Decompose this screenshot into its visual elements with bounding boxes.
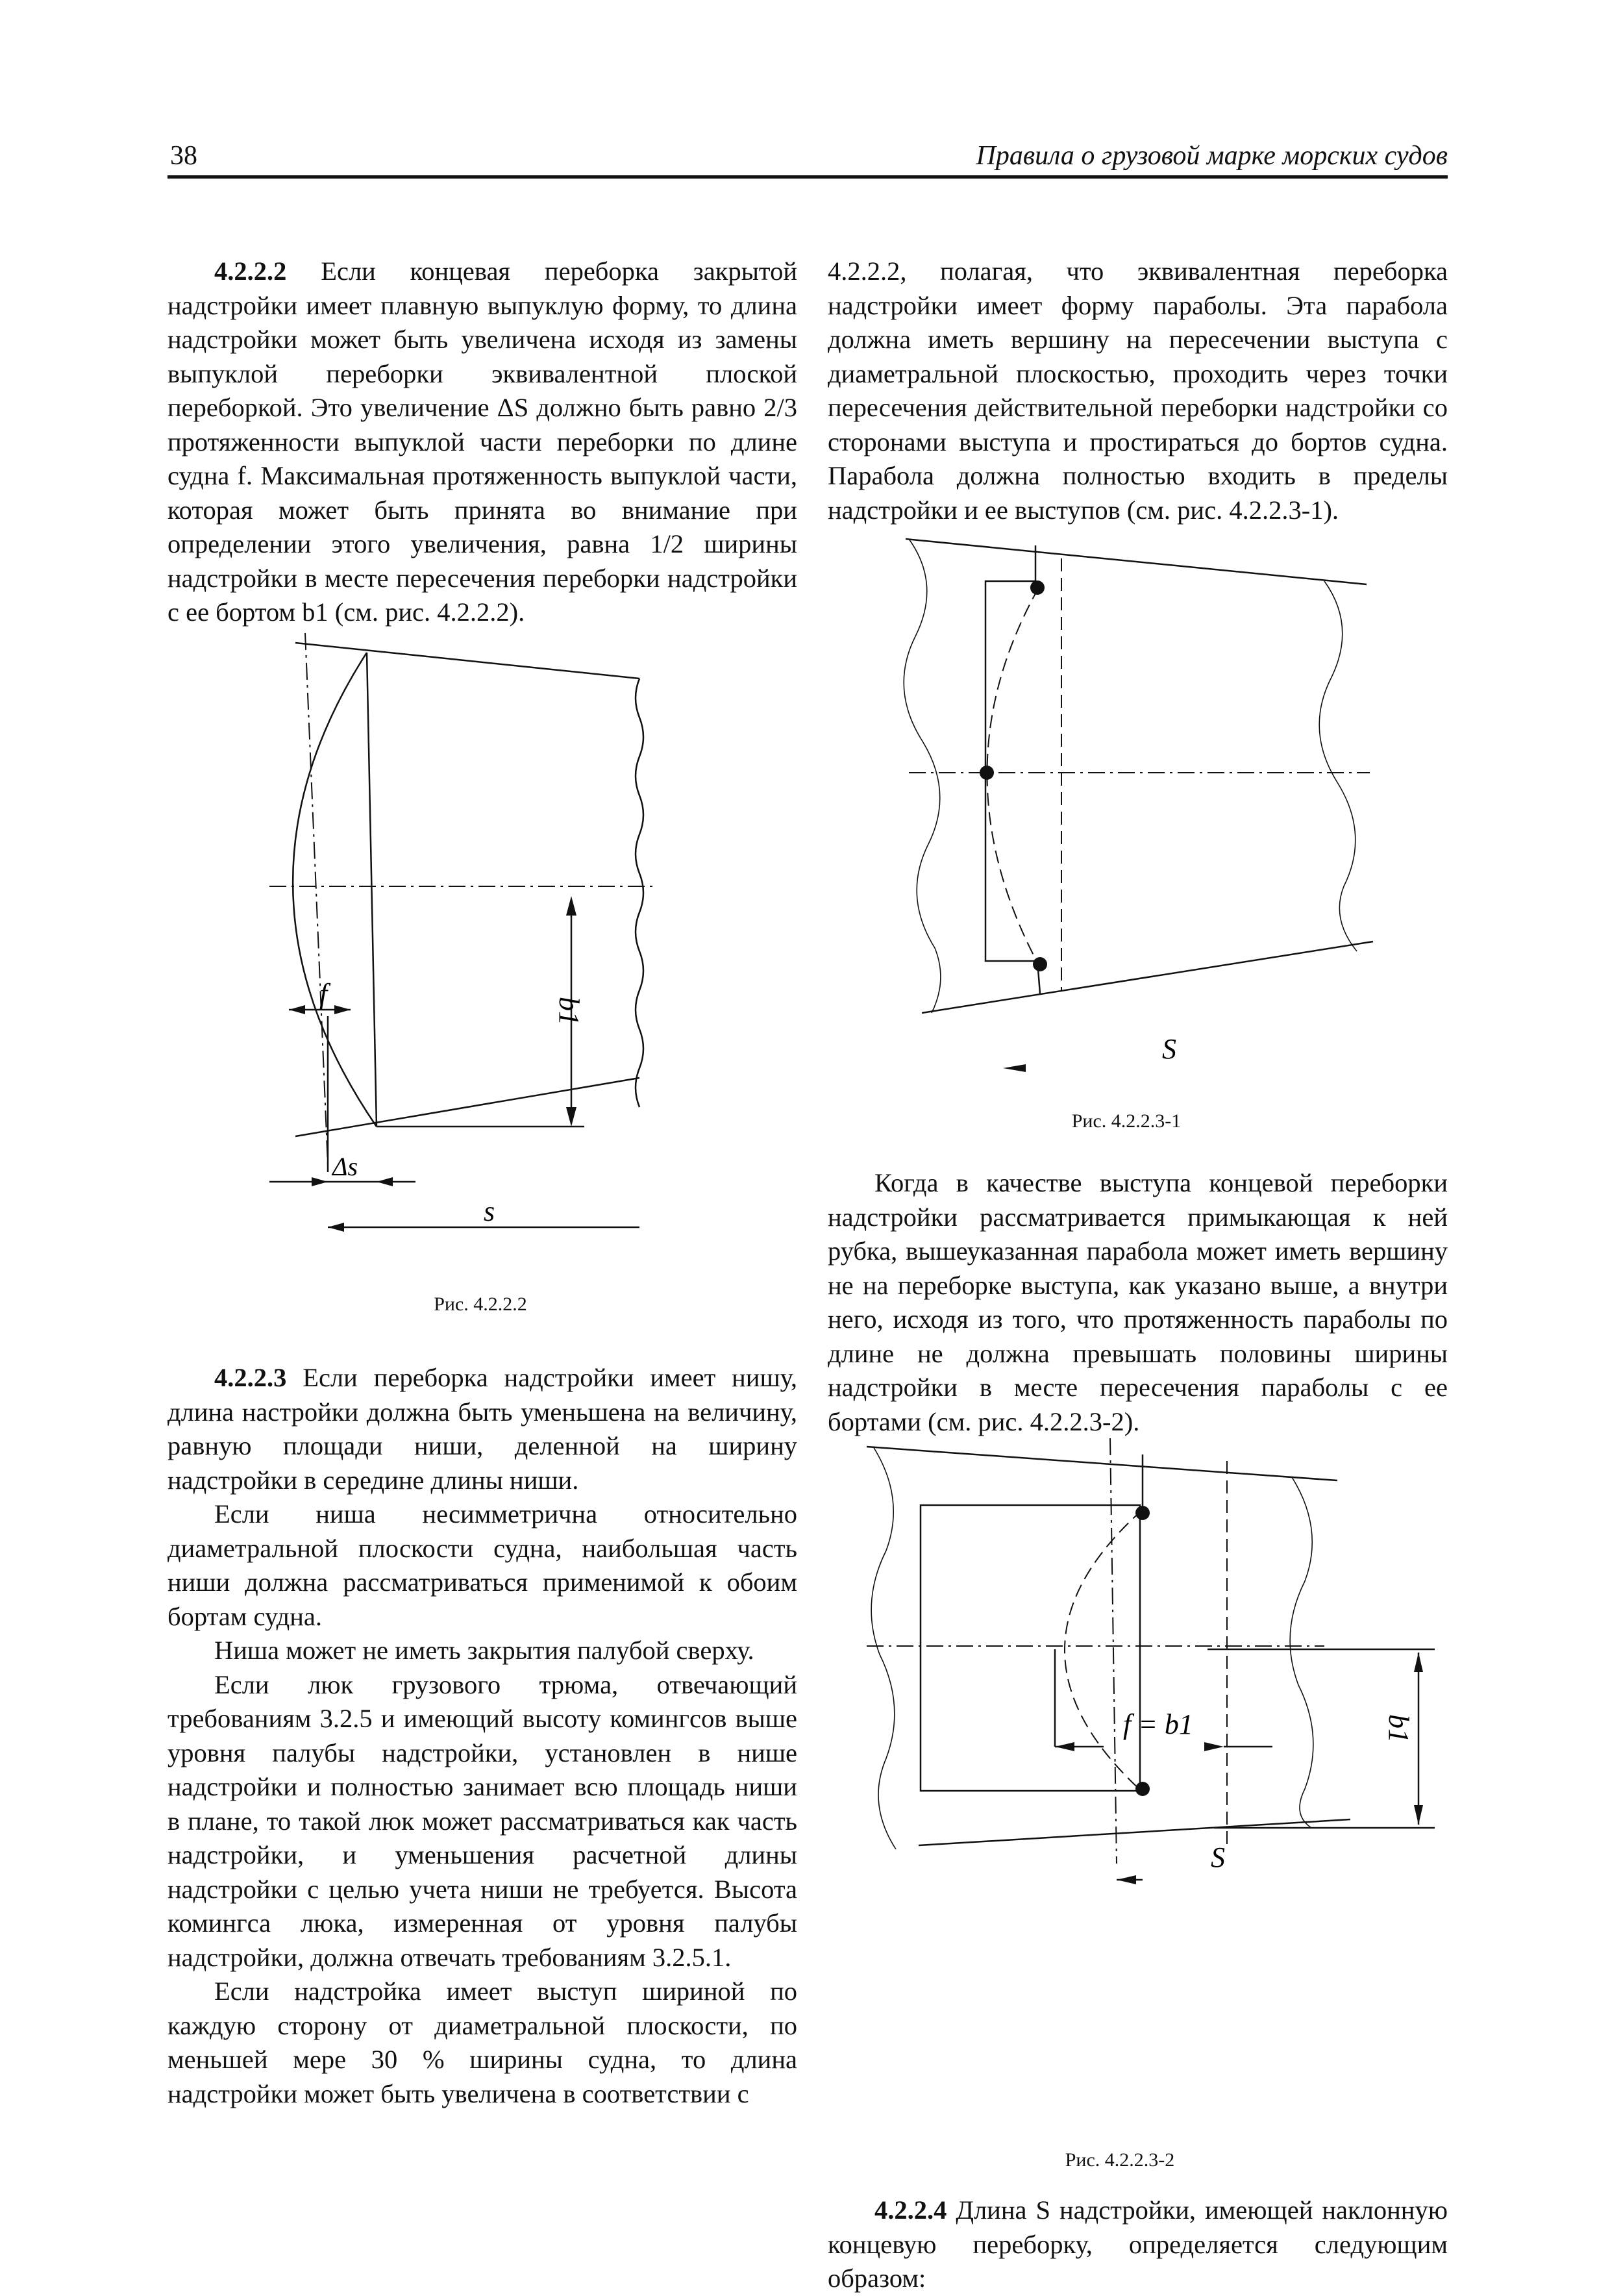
- figure-4-2-2-2: [260, 623, 662, 1247]
- label-s: s: [484, 1195, 495, 1227]
- section-number: 4.2.2.3: [214, 1363, 287, 1392]
- page-header: [167, 135, 1448, 177]
- left-column-top: [167, 255, 797, 630]
- label-s: S: [1162, 1033, 1176, 1065]
- section-number: 4.2.2.2: [214, 256, 287, 286]
- figure-caption: Рис. 4.2.2.2: [434, 1293, 527, 1315]
- paragraph-continued: 4.2.2.2, полагая, что эквивалентная переборка надстройки имеет форму параболы. Эта парабола должна иметь вершину на пересечении выступа с диаметральной плоскостью, проходить через точки пересечения действительной переборки надстройки со сторонами выступа и простираться до бортов судна. Парабола должна полностью входить в пределы надстройки и ее выступов (см. рис. 4.2.2.3-1).: [828, 256, 1448, 525]
- paragraph-4-2-2-3: [167, 1361, 797, 1497]
- paragraph: Если надстройка имеет выступ шириной по каждую сторону от диаметральной плоскости, по меньшей мере 30 % ширины судна, то длина надстройки может быть увеличена в соответствии с: [167, 1977, 797, 2108]
- label-f-equals-b1: f = b1: [1123, 1708, 1193, 1740]
- paragraph: Ниша может не иметь закрытия палубой сверху.: [214, 1636, 754, 1665]
- page-number: 38: [170, 141, 197, 171]
- figure-caption: Рис. 4.2.2.3-1: [1071, 1110, 1182, 1132]
- label-delta-s: Δs: [332, 1152, 358, 1181]
- paragraph-text: Длина S надстройки, имеющей наклонную концевую переборку, определяется следующим образом:: [828, 2195, 1448, 2293]
- section-number: 4.2.2.4: [874, 2195, 947, 2225]
- figure-caption: Рис. 4.2.2.3-2: [1065, 2149, 1175, 2171]
- label-b1: b1: [1383, 1714, 1415, 1743]
- right-column-top: [828, 255, 1448, 527]
- figure-4-2-2-3-2: [863, 1435, 1428, 1928]
- running-title: Правила о грузовой марке морских судов: [976, 141, 1448, 171]
- paragraph: Если люк грузового трюма, отвечающий требованиям 3.2.5 и имеющий высоту комингсов выше уровня палубы надстройки, установлен в нише надстройки и полностью занимает всю площадь ниши в плане, то такой люк может рассматриваться как часть надстройки, и уменьшения расчетной длины надстройки с целью учета ниши не требуется. Высота комингса люка, измеренная от уровня палубы надстройки, должна отвечать требованиям 3.2.5.1.: [167, 1669, 797, 1972]
- label-f: f: [319, 978, 328, 1010]
- label-b1: b1: [553, 997, 585, 1025]
- label-s: S: [1211, 1841, 1225, 1873]
- paragraph: Когда в качестве выступа концевой переборки надстройки рассматривается примыкающая к ней рубка, вышеуказанная парабола может иметь вершину не на переборке выступа, как указано выше, а внутри него, исходя из того, что протяженность параболы по длине не должна превышать половины ширины надстройки в месте пересечения параболы с ее бортами (см. рис. 4.2.2.3-2).: [828, 1168, 1448, 1436]
- paragraph-4-2-2-4: [828, 2193, 1448, 2296]
- right-column-bottom: [828, 2193, 1448, 2296]
- paragraph-text: Если переборка надстройки имеет нишу, длина настройки должна быть уменьшена на величину, равную площади ниши, деленной на ширину надстройки в середине длины ниши.: [167, 1363, 797, 1495]
- paragraph-text: Если концевая переборка закрытой надстройки имеет плавную выпуклую форму, то длина надстройки может быть увеличена исходя из замены выпуклой переборки эквивалентной плоской переборкой. Это увеличение ΔS должно быть равно 2/3 протяженности выпуклой части переборки по длине судна f. Максимальная протяженность выпуклой части, которая может быть принята во внимание при определении этого увеличения, равна 1/2 ширины надстройки в месте пересечения переборки надстройки с ее бортом b1 (см. рис. 4.2.2.2).: [167, 256, 797, 627]
- figure-4-2-2-3-1: [870, 526, 1389, 1091]
- right-column-middle: [828, 1166, 1448, 1439]
- paragraph: Если ниша несимметрична относительно диаметральной плоскости судна, наибольшая часть ниши должна рассматриваться применимой к обоим бортам судна.: [167, 1499, 797, 1631]
- paragraph-4-2-2-2: [167, 255, 797, 630]
- left-column-bottom: [167, 1361, 797, 2111]
- header-rule: [167, 175, 1448, 179]
